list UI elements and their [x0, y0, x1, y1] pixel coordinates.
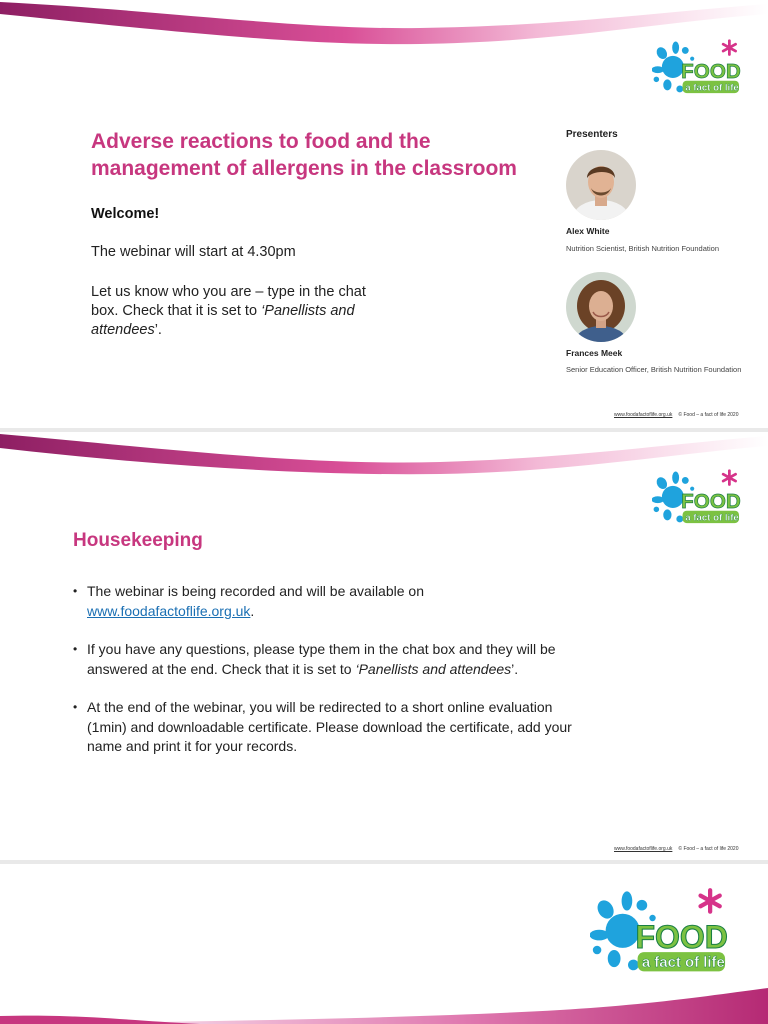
- slide-title: Housekeeping: [73, 530, 203, 551]
- avatar-frances-meek: [566, 272, 636, 342]
- housekeeping-list: [73, 582, 593, 776]
- food-a-fact-of-life-logo: [652, 38, 742, 100]
- bullet-end: .: [250, 602, 255, 619]
- slide-footer: [614, 846, 739, 852]
- chat-setting-italic: ‘Panellists and attendees: [355, 660, 512, 677]
- welcome-text: Welcome!: [91, 206, 160, 222]
- slide-1: [0, 0, 768, 428]
- bullet-text: The webinar is being recorded and will be available on: [87, 583, 424, 599]
- chat-setting-italic: ‘Panellists and attendees: [91, 303, 355, 338]
- slide-2: [0, 432, 768, 860]
- slide-3: [0, 864, 768, 1024]
- website-link[interactable]: www.foodafactoflife.org.uk: [87, 602, 251, 619]
- list-item: [73, 640, 593, 679]
- presenters-heading: Presenters: [566, 129, 618, 140]
- bullet-end: ’.: [511, 660, 519, 677]
- footer-link[interactable]: www.foodafactoflife.org.uk: [614, 412, 673, 418]
- bullet-text: At the end of the webinar, you will be redirected to a short online evaluation (1min) and downloadable certificate. Please download the certificate, add your name and print it for your records.: [87, 699, 572, 754]
- list-item: [73, 698, 593, 757]
- list-item: [73, 582, 593, 621]
- presenter-name: Alex White: [566, 226, 610, 236]
- slide-footer: [614, 412, 739, 418]
- bullet-text: If you have any questions, please type them in the chat box and they will be answered at the end. Check that it is set to: [87, 641, 556, 677]
- avatar-alex-white: [566, 150, 636, 220]
- start-time-text: The webinar will start at 4.30pm: [91, 244, 296, 260]
- chat-instructions-text: Let us know who you are – type in the chat box. Check that it is set to: [91, 284, 366, 319]
- slide-title: Adverse reactions to food and the management of allergens in the classroom: [91, 130, 517, 180]
- presenter-role: Senior Education Officer, British Nutrition Foundation: [566, 365, 742, 374]
- footer-link[interactable]: www.foodafactoflife.org.uk: [614, 846, 673, 852]
- chat-instructions: [91, 283, 376, 340]
- food-a-fact-of-life-logo: [590, 886, 730, 982]
- food-a-fact-of-life-logo: [652, 468, 742, 530]
- footer-swoosh: [0, 974, 768, 1024]
- presenter-name: Frances Meek: [566, 348, 623, 358]
- footer-copyright: © Food – a fact of life 2020: [678, 412, 739, 418]
- footer-copyright: © Food – a fact of life 2020: [678, 846, 739, 852]
- chat-instructions-end: ’.: [154, 322, 162, 338]
- presenter-role: Nutrition Scientist, British Nutrition Foundation: [566, 244, 719, 253]
